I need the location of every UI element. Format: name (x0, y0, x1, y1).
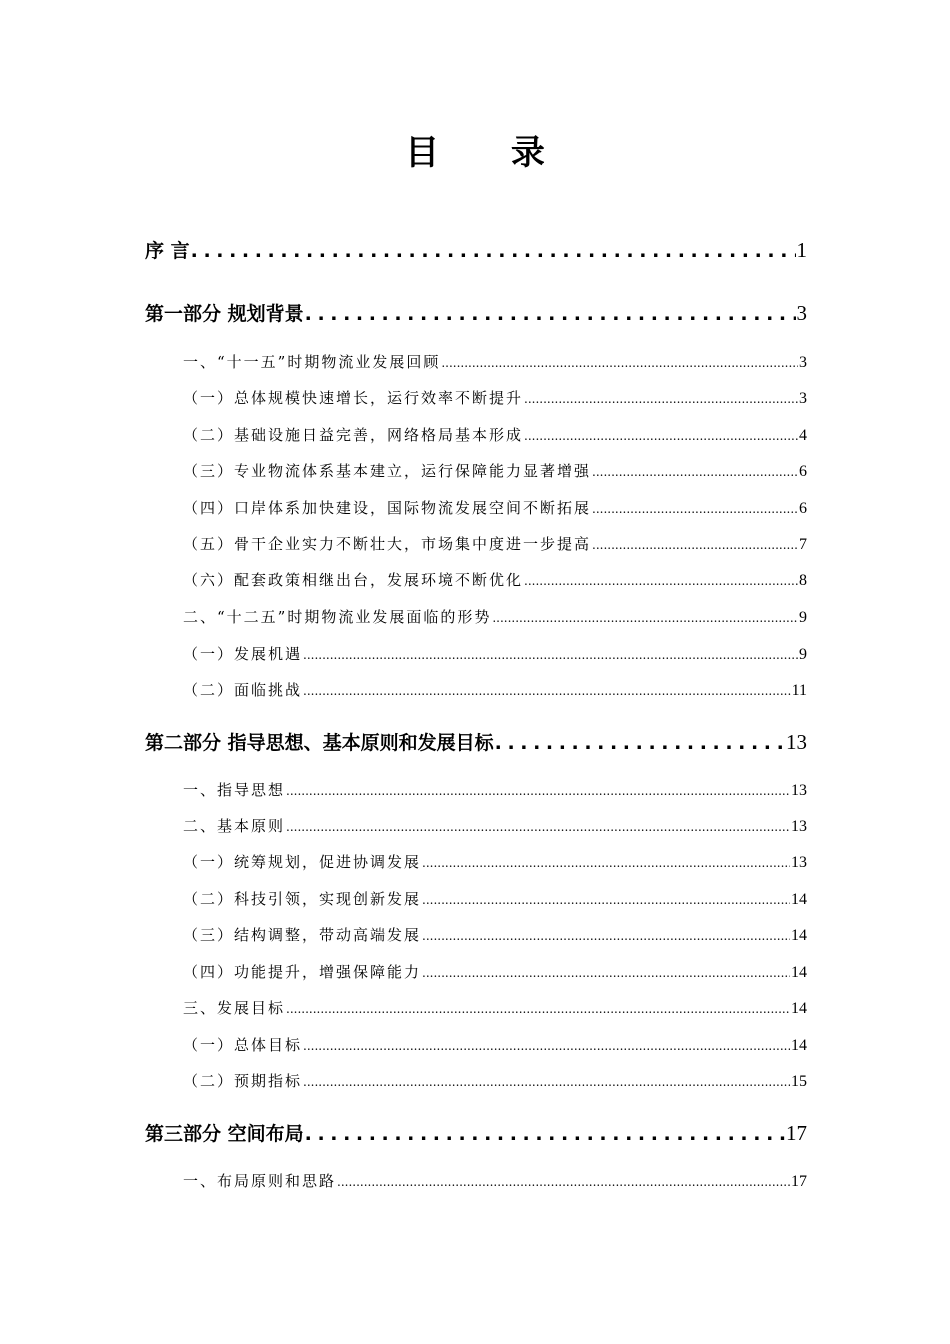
page-title: 目 录 (405, 133, 575, 173)
toc-page-number: 11 (791, 682, 807, 699)
toc-page-number: 1 (796, 238, 807, 262)
toc-dot-leader (441, 351, 798, 374)
toc-entry-label: （三）专业物流体系基本建立，运行保障能力显著增强 (183, 462, 592, 480)
toc-entry[interactable] (183, 424, 807, 447)
toc-dot-leader (495, 730, 785, 756)
toc-page-number: 6 (799, 500, 807, 517)
toc-dot-leader (337, 1170, 790, 1193)
toc-page-number: 14 (791, 927, 807, 944)
toc-entry-label: （四）功能提升，增强保障能力 (183, 963, 422, 981)
toc-dot-leader (286, 997, 790, 1020)
toc-entry[interactable] (183, 779, 807, 802)
toc-entry-part-1[interactable] (145, 300, 807, 327)
toc-dot-leader (592, 497, 798, 520)
toc-page-number: 3 (799, 390, 807, 407)
toc-dot-leader (524, 387, 798, 410)
toc-dot-leader (303, 1070, 790, 1093)
toc-entry-label: （一）统筹规划，促进协调发展 (183, 853, 422, 871)
toc-entry[interactable] (183, 497, 807, 520)
toc-entry-label: （三）结构调整，带动高端发展 (183, 926, 422, 944)
toc-dot-leader (524, 424, 798, 447)
toc-entry[interactable] (183, 679, 807, 702)
toc-entry[interactable] (183, 815, 807, 838)
toc-entry-preface[interactable] (145, 237, 807, 264)
toc-page-number: 14 (791, 1000, 807, 1017)
toc-page-number: 9 (799, 609, 807, 626)
toc-entry-label: （二）科技引领，实现创新发展 (183, 890, 422, 908)
toc-entry-part-3[interactable] (145, 1120, 807, 1147)
toc-entry[interactable] (183, 387, 807, 410)
toc-dot-leader (286, 779, 790, 802)
toc-page-number: 17 (791, 1173, 807, 1190)
toc-page-number: 8 (799, 572, 807, 589)
toc-page-number: 14 (791, 891, 807, 908)
toc-entry-label: 第三部分 空间布局 (145, 1123, 304, 1145)
toc-entry[interactable] (183, 888, 807, 911)
toc-page-number: 13 (791, 818, 807, 835)
toc-entry[interactable] (183, 569, 807, 592)
toc-entry-label: 二、“十二五”时期物流业发展面临的形势 (183, 608, 492, 626)
toc-entry-label: （六）配套政策相继出台，发展环境不断优化 (183, 571, 524, 589)
toc-dot-leader (524, 569, 798, 592)
toc-dot-leader (305, 301, 796, 327)
toc-dot-leader (422, 961, 790, 984)
toc-page-number: 14 (791, 964, 807, 981)
toc-dot-leader (303, 643, 798, 666)
toc-page-number: 13 (791, 782, 807, 799)
toc-entry[interactable] (183, 351, 807, 374)
toc-entry-label: 二、基本原则 (183, 817, 286, 835)
toc-entry[interactable] (183, 1170, 807, 1193)
toc-entry[interactable] (183, 643, 807, 666)
toc-entry[interactable] (183, 606, 807, 629)
toc-page-number: 6 (799, 463, 807, 480)
toc-dot-leader (303, 1034, 790, 1057)
toc-entry[interactable] (183, 961, 807, 984)
toc-page-number: 4 (799, 427, 807, 444)
toc-entry[interactable] (183, 997, 807, 1020)
toc-entry-label: 一、指导思想 (183, 781, 286, 799)
toc-page-number: 7 (799, 536, 807, 553)
toc-dot-leader (492, 606, 798, 629)
toc-entry[interactable] (183, 533, 807, 556)
toc-entry-label: （一）总体目标 (183, 1036, 303, 1054)
toc-dot-leader (592, 460, 798, 483)
toc-entry-label: 一、布局原则和思路 (183, 1172, 337, 1190)
toc-dot-leader (191, 238, 796, 264)
toc-entry-label: 第二部分 指导思想、基本原则和发展目标 (145, 732, 494, 754)
toc-dot-leader (592, 533, 798, 556)
toc-entry-label: （二）预期指标 (183, 1072, 303, 1090)
toc-entry-label: （一）发展机遇 (183, 645, 303, 663)
toc-entry-label: （一）总体规模快速增长，运行效率不断提升 (183, 389, 524, 407)
toc-entry-part-2[interactable] (145, 729, 807, 756)
toc-page-number: 3 (796, 301, 807, 325)
toc-dot-leader (422, 924, 790, 947)
toc-entry-label: 序 言 (145, 240, 190, 262)
toc-page-number: 13 (786, 730, 807, 754)
toc-entry-label: （四）口岸体系加快建设，国际物流发展空间不断拓展 (183, 499, 592, 517)
toc-page-number: 14 (791, 1037, 807, 1054)
toc-dot-leader (305, 1121, 785, 1147)
toc-page-number: 3 (799, 354, 807, 371)
toc-dot-leader (286, 815, 790, 838)
toc-page-number: 15 (791, 1073, 807, 1090)
toc-entry[interactable] (183, 1034, 807, 1057)
toc-entry-label: （二）面临挑战 (183, 681, 303, 699)
toc-entry-label: 第一部分 规划背景 (145, 303, 304, 325)
toc-dot-leader (303, 679, 791, 702)
toc-entry[interactable] (183, 924, 807, 947)
toc-entry[interactable] (183, 851, 807, 874)
toc-entry-label: （五）骨干企业实力不断壮大，市场集中度进一步提高 (183, 535, 592, 553)
toc-dot-leader (422, 851, 790, 874)
toc-entry-label: 一、“十一五”时期物流业发展回顾 (183, 353, 441, 371)
toc-dot-leader (422, 888, 790, 911)
toc-entry-label: （二）基础设施日益完善，网络格局基本形成 (183, 426, 524, 444)
toc-entry[interactable] (183, 460, 807, 483)
toc-page-number: 9 (799, 646, 807, 663)
toc-entry-label: 三、发展目标 (183, 999, 286, 1017)
toc-entry[interactable] (183, 1070, 807, 1093)
toc-page-number: 17 (786, 1121, 807, 1145)
toc-page-number: 13 (791, 854, 807, 871)
